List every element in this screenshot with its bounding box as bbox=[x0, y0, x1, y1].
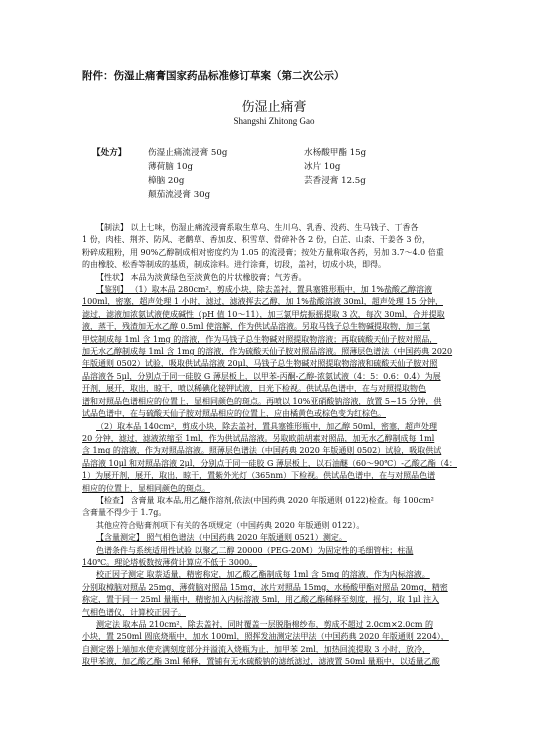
prescription-item: 冰片 10g bbox=[304, 162, 341, 172]
assay-line: 色谱条件与系统适用性试验 以聚乙二醇 20000（PEG-20M）为固定性的毛细管柱；柱温 bbox=[96, 545, 414, 555]
identification-line: 液，蒸干，残渣加无水乙醇 0.5ml 使溶解，作为供试品溶液。另取马钱子总生物碱提取物，加三氯 bbox=[82, 322, 430, 332]
inspection-line: 含膏量不得少于 1.7g。 bbox=[82, 508, 167, 518]
identification-line: （2）取本品 140cm²，剪成小块，除去盖衬，置具塞锥形瓶中，加乙醇 50ml，密塞，超声处理 bbox=[96, 421, 438, 431]
method-line: 的由橡胶、松香等制成的基质，制成涂料。进行涂膏，切段，盖衬，切成小块，即得。 bbox=[82, 260, 386, 270]
identification-line: 年版通则 0502）试验，吸取供试品溶液 20μl、马钱子总生物碱对照提取物溶液和硫酸天仙子胺对照 bbox=[82, 359, 438, 369]
assay-line: 取甲苯液，加乙酸乙酯 3ml 稀释，置铺有无水硫酸钠的滤纸滤过，滤液置 50ml 量瓶中，以适量乙酸 bbox=[82, 657, 440, 667]
identification-line: 开剂，展开，取出，晾干，喷以稀碘化铋钾试液，日光下检视。供试品色谱中，在与对照提取物色 bbox=[82, 384, 426, 394]
identification-line: 甲烷制成每 1ml 含 1mg 的溶液，作为马钱子总生物碱对照提取物溶液；再取硫酸天仙子胺对照品， bbox=[82, 334, 438, 344]
assay-line: 测定法 取本品 210cm²，除去盖衬，同时覆盖一层脱脂棉纱布，剪成不超过 2.0cm×2.0cm 的 bbox=[96, 620, 433, 629]
prescription-item: 薄荷脑 10g bbox=[148, 162, 193, 172]
prescription-item: 水杨酸甲酯 15g bbox=[304, 148, 367, 158]
assay-line: 校正因子测定 取萘适量，精密称定，加乙酸乙酯制成每 1ml 含 5mg 的溶液，作为内标溶液。 bbox=[96, 570, 430, 580]
assay-line: 分别取樟脑对照品 25mg、薄荷脑对照品 15mg、冰片对照品 15mg、水杨酸甲酯对照品 20mg，精密 bbox=[82, 582, 448, 592]
identification-line: 相应的位置上，显相同颜色的斑点。 bbox=[82, 483, 210, 493]
identification-line: 滤过，滤液加浓氨试液使成碱性（pH 值 10～11），加三氯甲烷振摇提取 3 次，每次 30ml，合并提取 bbox=[82, 309, 445, 319]
identification-line: 20 分钟，滤过，滤液浓缩至 1ml，作为供试品溶液。另取欧前胡素对照品，加无水乙醇制成每 1ml bbox=[82, 433, 435, 443]
identification-line: 加无水乙醇制成每 1ml 含 1mg 的溶液，作为硫酸天仙子胺对照品溶液。照薄层色谱法（中国药典 2020 bbox=[82, 347, 453, 357]
inspection-line: 其他应符合贴膏剂项下有关的各项规定（中国药典 2020 年版通则 0122）。 bbox=[96, 520, 365, 530]
identification-line: 1）为展开剂，展开，取出，晾干，置紫外光灯（365nm）下检视。供试品色谱中，在与对照品色谱 bbox=[82, 471, 436, 481]
assay-line: 称定，置于同一 25ml 量瓶中，精密加入内标溶液 5ml，用乙酸乙酯稀释至刻度，摇匀，取 1μl 注入 bbox=[82, 595, 440, 605]
assay-line: 140℃。理论塔板数按薄荷计算应不低于 3000。 bbox=[82, 557, 258, 567]
method-line: 【制法】 以上七味，伤湿止痛流浸膏系取生草乌、生川乌、乳香、没药、生马钱子、丁香各 bbox=[96, 223, 419, 232]
description-line: 【性状】 本品为淡黄绿色至淡黄色的片状橡胶膏；气芳香。 bbox=[96, 272, 307, 282]
assay-line: 小块，置 250ml 圆底烧瓶中，加水 100ml，照挥发油测定法甲法（中国药典 2020 年版通则 2204）， bbox=[82, 632, 449, 642]
method-line: 1 份，肉桂、荆芥、防风、老鹳草、香加皮、积雪草、骨碎补各 2 份，白芷、山柰、干姜各 3 份， bbox=[82, 235, 430, 245]
assay-line: 气相色谱仪，计算校正因子。 bbox=[82, 607, 186, 617]
method-line: 粉碎成粗粉，用 90%乙醇制成相对密度约为 1.05 的流浸膏；按处方量称取各药，另加 3.7～4.0 倍重 bbox=[82, 247, 444, 257]
document-title: 伤湿止痛膏 bbox=[241, 100, 307, 115]
prescription-label: 【处方】 bbox=[92, 148, 127, 158]
prescription-item: 樟脑 20g bbox=[148, 176, 185, 186]
document-body bbox=[82, 222, 472, 669]
identification-line: 品溶液各 5μl，分别点于同一硅胶 G 薄层板上，以甲苯-丙酮-乙醇-浓氨试液（4：5：0.6：0.4）为展 bbox=[82, 371, 441, 381]
prescription-item: 芸香浸膏 12.5g bbox=[304, 176, 366, 186]
announcement-heading: 附件：伤湿止痛膏国家药品标准修订草案（第二次公示） bbox=[82, 70, 345, 82]
prescription-item: 伤湿止痛流浸膏 50g bbox=[148, 148, 228, 158]
identification-line: 品溶液 10μl 和对照品溶液 2μl，分别点于同一硅胶 G 薄层板上，以石油醚（60～90℃）-乙酸乙酯（4： bbox=[82, 458, 457, 468]
identification-line: 谱和对照品色谱相应的位置上，显相同颜色的斑点。再喷以 10%亚硝酸钠溶液，放置 5~15 分钟，供 bbox=[82, 396, 442, 406]
identification-line: 试品色谱中，在与硫酸天仙子胺对照品相应的位置上，应由橘黄色或棕色变为红棕色。 bbox=[82, 409, 386, 419]
assay-line: 自测定器上端加水使充满刻度部分并溢流入烧瓶为止，加甲苯 2ml，加热回流提取 3 小时，放冷， bbox=[82, 644, 430, 654]
identification-line: 【鉴别】 （1）取本品 280cm²，剪成小块，除去盖衬，置具塞锥形瓶中，加 1%盐酸乙醇溶液 bbox=[96, 285, 432, 295]
identification-line: 含 1mg 的溶液，作为对照品溶液。照薄层色谱法（中国药典 2020 年版通则 0502）试验，吸取供试 bbox=[82, 446, 442, 456]
inspection-line: 【检查】 含膏量 取本品,用乙醚作溶剂,依法(中国药典 2020 年版通则 0122)检查。每 100cm² bbox=[96, 495, 434, 505]
document-pinyin-title: Shangshi Zhitong Gao bbox=[233, 116, 315, 126]
prescription-item: 颠茄流浸膏 30g bbox=[148, 190, 211, 200]
assay-line: 【含量测定】 照气相色谱法（中国药典 2020 年版通则 0521）测定。 bbox=[96, 533, 347, 543]
identification-line: 100ml，密塞，超声处理 1 小时，滤过，滤液挥去乙醇，加 1%盐酸溶液 30ml，超声处理 15 分钟， bbox=[82, 297, 443, 307]
